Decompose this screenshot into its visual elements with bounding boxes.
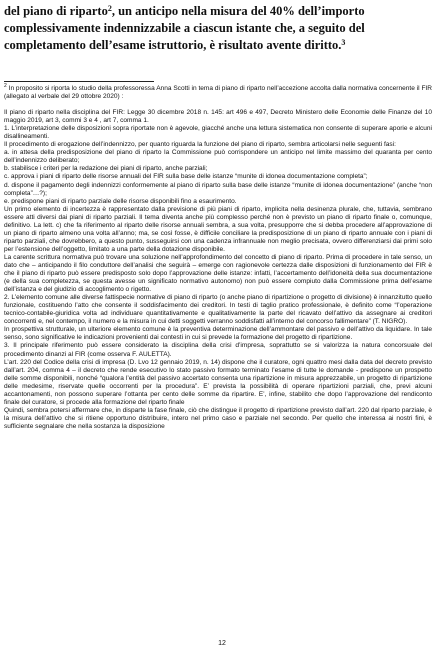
footnote-reference-2: 2 (107, 4, 112, 13)
footnote-list-item: e. predispone piani di riparto parziale delle risorse disponibili fino a esaurimento. (4, 197, 237, 205)
footnote-reference-3: 3 (341, 38, 346, 47)
footnote-paragraph: La carente scrittura normativa può trovare una soluzione nell’approfondimento del concetto di piano di riparto. Prima di procedere in tale senso, un dato che – anticipando il filo conduttore dell’analisi che seguirà – emerge con ragionevole certezza dalle disposizioni di funzionamento del FIR è che il piano di riparto può essere predisposto solo dopo l’approvazione delle istanze: infatti, l’accertamento dell’idoneità della sua documentazione (e della sua completezza, se questa avesse un significato normativo autonomo) non può essere compiuto dalla Commissione prima dell’esame dell’istanza e del giudizio di accoglimento o rigetto. (4, 253, 432, 294)
footnote-area (4, 85, 432, 431)
footnote-paragraph: 3. Il principale riferimento può essere considerato la disciplina della crisi d’impresa, soprattutto se si valorizza la natura concorsuale del procedimento dinanzi al FIR (come osserva F. AULETTA). (4, 342, 432, 358)
footnote-list-item: b. stabilisce i criteri per la redazione dei piani di riparto, anche parziali; (4, 165, 208, 173)
footnote-paragraph: Quindi, sembra potersi affermare che, in disparte la fase finale, ciò che distingue il progetto di ripartizione previsto dall’art. 220 dal riparto parziale, è la misura dell’attivo che si ritiene opportuno distribuire, intero nel primo caso e parziale nel secondo. Per quello che interessa ai nostri fini, è sufficiente segnalare che nella sostanza la disposizione (4, 406, 432, 430)
footnote-paragraph: Il piano di riparto nella disciplina del FIR: Legge 30 dicembre 2018 n. 145: art 496 e 497, Decreto Ministero delle Economie delle Finanze del 10 maggio 2019, art 3, commi 3 e 4 , art 7, comma 1. (4, 109, 432, 125)
footnote-list-item: a. in attesa della predisposizione del piano di riparto la Commissione può corrispondere un anticipo nel limite massimo del quaranta per cento dell’indennizzo deliberato; (4, 149, 432, 165)
body-text-start: del piano di riparto (4, 4, 108, 18)
footnote-separator (4, 81, 154, 82)
footnote-paragraph: Un primo elemento di incertezza è rappresentato dalla previsione di più piani di riparto, implicita nella desinenza plurale, che, tuttavia, sembrano essere atti diversi dai piani di riparto parziali. Il tema diventa anche più complesso perché non è previsto un piano di riparto finale o, comunque, definitivo. La lett. c) che fa riferimento al riparto delle risorse annuali sembra, a sua volta, presupporre che si debba procedere all’approvazione di un piano di riparto almeno una volta all’anno; ma, se così fosse, è difficile conciliare la predisposizione di un piano di riparto annuale con i piani di riparto parziali, che dovrebbero, a questo punto, susseguirsi con una cadenza infrannuale non meglio precisata, ovvero differenziarsi dai primi solo per l’estensione dell’oggetto, limitato a una parte della dotazione disponibile. (4, 205, 432, 253)
body-text-end: , un anticipo nella misura del 40% dell’importo complessivamente indennizzabile a ciascun istante che, a seguito del completamento dell’esame istruttorio, è risultato avente diritto. (4, 4, 365, 52)
footnote-paragraph: Il procedimento di erogazione dell’indennizzo, per quanto riguarda la funzione del piano di riparto, sembra articolarsi nelle seguenti fasi: (4, 141, 396, 149)
footnote-paragraph: 1. L’interpretazione delle disposizioni sopra riportate non è agevole, giacché anche una lettura sistematica non consente di superare aporie e alcuni disallineamenti. (4, 125, 432, 141)
footnote-marker: 2 (4, 83, 7, 89)
footnote-list-item: c. approva i piani di riparto delle risorse annuali del FIR sulla base delle istanze “munite di idonea documentazione completa”; (4, 173, 368, 181)
footnote-paragraph: 2. L’elemento comune alle diverse fattispecie normative di piano di riparto (o anche piano di ripartizione o progetto di divisione) è innanzitutto quello funzionale, costituendo l’atto che consente il soddisfacimento dei creditori. In testi di taglio pratico professionale, è definito come “l’operazione tecnico-contabile-giuridica volta ad individuare quantitativamente e qualitativamente la parte del ricavato dell’attivo da assegnare ai creditori concorrenti e, nel contempo, il numero e la misura in cui detti soggetti verranno soddisfatti all’interno del concorso fallimentare” (T. NIGRO). (4, 294, 432, 326)
body-paragraph (4, 3, 424, 54)
footnote-paragraph: L’art. 220 del Codice della crisi di impresa (D. Lvo 12 gennaio 2019, n. 14) dispone che il curatore, ogni quattro mesi dalla data del decreto previsto dall’art. 204, comma 4 – il decreto che rende esecutivo lo stato passivo formato terminato l’esame di tutte le domande - predispone un prospetto delle somme disponibili, nonché “qualora l’entità del passivo accertato consenta una ripartizione in misura apprezzabile, un progetto di ripartizione delle medesime, riservate quelle occorrenti per la procedura”. E’ prevista la possibilità di operare ripartizioni parziali, che, previ alcuni accantonamenti, non possono superare l’ottanta per cento delle somme da ripartire. E’, infine, stabilito che dopo l’approvazione del rendiconto finale del curatore, si procede alla formazione del riparto finale (4, 358, 432, 406)
footnote-paragraph: $^2$ In proposito si riporta lo studio della professoressa Anna Scotti in tema di piano di riparto nell’accezione accolta dalla normativa concernente il FIR (allegato al verbale del 29 ottobre 2020) : (4, 83, 432, 101)
page-number: 12 (218, 640, 226, 647)
footnote-list-item: d. dispone il pagamento degli indennizzi conformemente al piano di riparto sulla base delle istanze “munite di idonea documentazione” (anche “non completa”…?); (4, 181, 432, 197)
footnote-paragraph: In prospettiva strutturale, un ulteriore elemento comune è la preventiva determinazione dell’ammontare del passivo e dell’attivo da liquidare. In tale senso, sono significative le indicazioni provenienti dai contesti in cui si prevede la formazione del progetto di ripartizione. (4, 326, 432, 342)
